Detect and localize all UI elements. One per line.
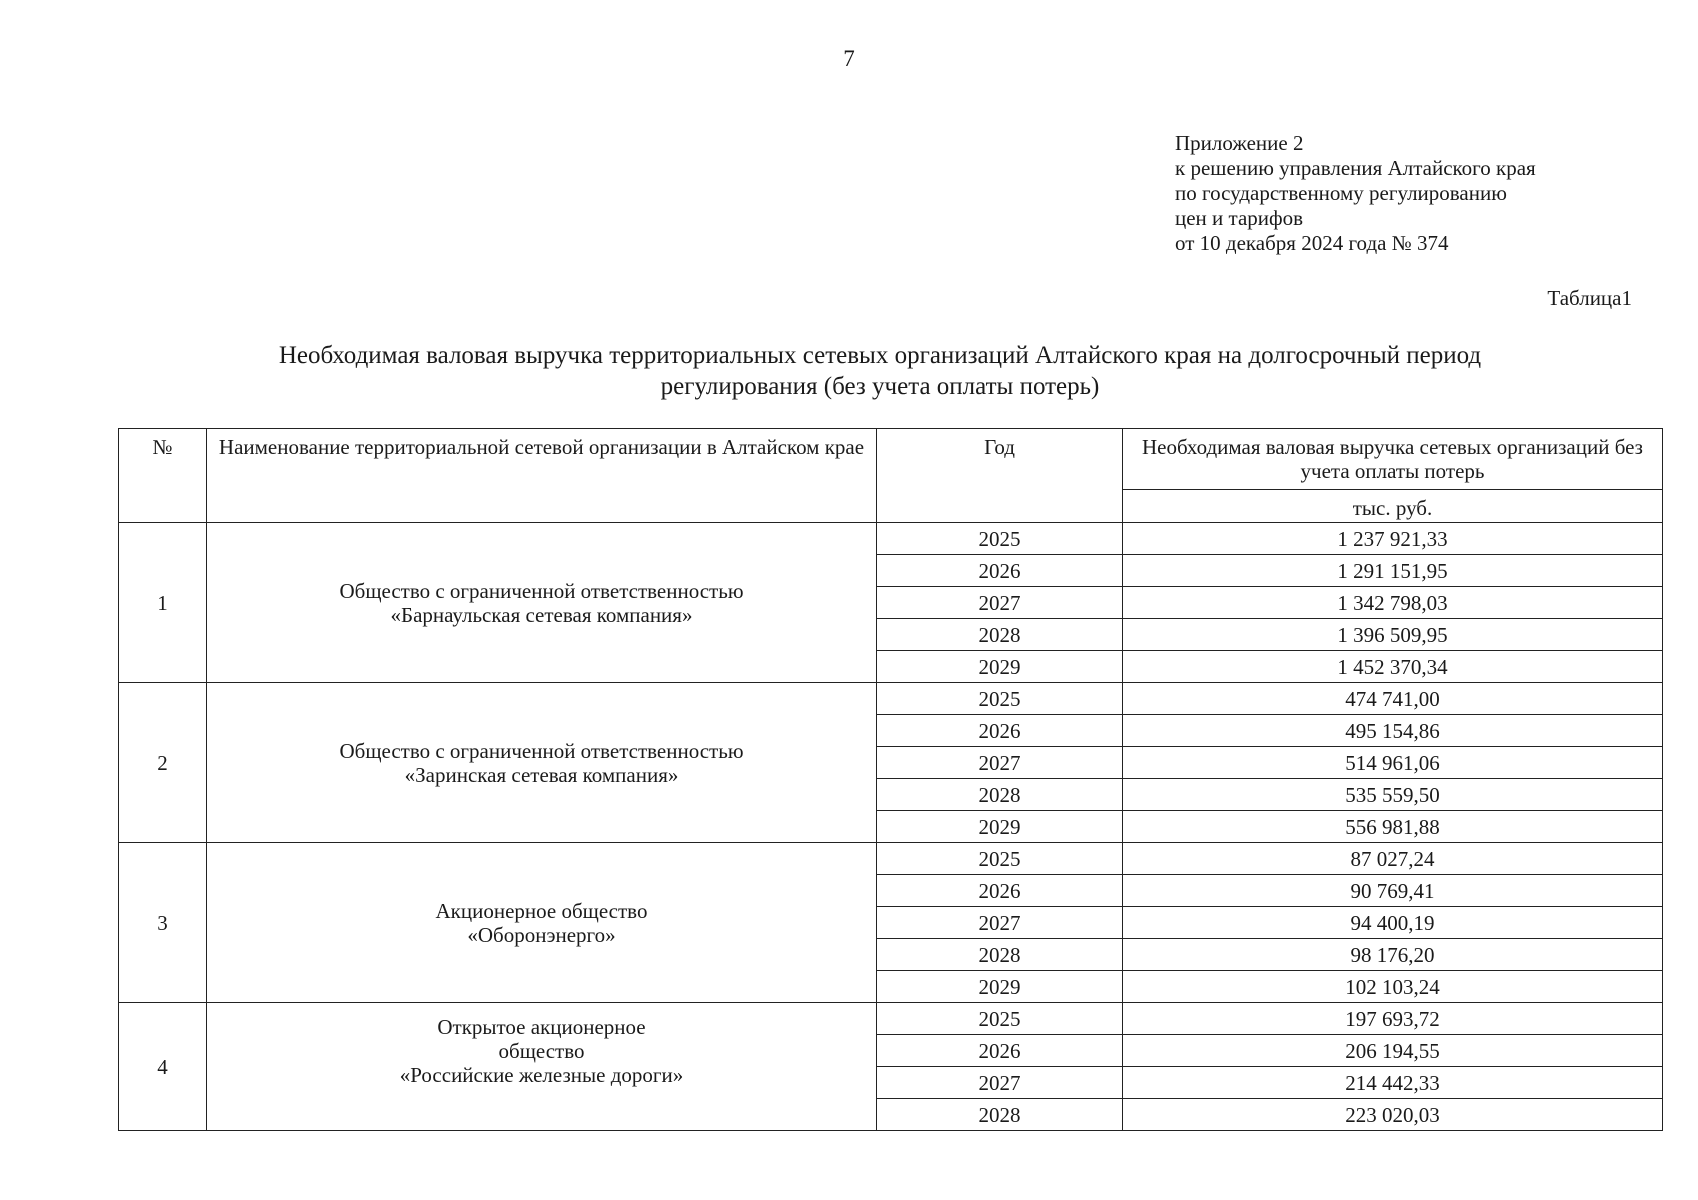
table-row bbox=[119, 1003, 1663, 1035]
year-cell: 2025 bbox=[877, 683, 1123, 715]
appendix-line: цен и тарифов bbox=[1175, 206, 1304, 230]
value-cell: 495 154,86 bbox=[1123, 715, 1663, 747]
page-number: 7 bbox=[843, 46, 855, 71]
org-name-line: «Барнаульская сетевая компания» bbox=[390, 602, 693, 627]
revenue-table bbox=[118, 428, 1663, 1131]
org-name-line: Общество с ограниченной ответственностью bbox=[339, 578, 744, 603]
year-cell: 2025 bbox=[877, 843, 1123, 875]
value-cell: 87 027,24 bbox=[1123, 843, 1663, 875]
year-cell: 2027 bbox=[877, 747, 1123, 779]
year-cell: 2028 bbox=[877, 939, 1123, 971]
header-year: Год bbox=[877, 429, 1123, 523]
value-cell: 214 442,33 bbox=[1123, 1067, 1663, 1099]
year-cell: 2029 bbox=[877, 811, 1123, 843]
year-cell: 2026 bbox=[877, 875, 1123, 907]
org-name-line: «Заринская сетевая компания» bbox=[404, 762, 679, 787]
table-row bbox=[119, 683, 1663, 715]
org-number: 2 bbox=[119, 683, 207, 843]
org-number: 3 bbox=[119, 843, 207, 1003]
value-cell: 98 176,20 bbox=[1123, 939, 1663, 971]
appendix-block bbox=[1175, 131, 1536, 256]
value-cell: 102 103,24 bbox=[1123, 971, 1663, 1003]
value-cell: 206 194,55 bbox=[1123, 1035, 1663, 1067]
year-cell: 2029 bbox=[877, 651, 1123, 683]
title-line: регулирования (без учета оплаты потерь) bbox=[660, 373, 1100, 400]
table-label: Таблица1 bbox=[1547, 286, 1632, 310]
value-cell: 1 291 151,95 bbox=[1123, 555, 1663, 587]
year-cell: 2025 bbox=[877, 523, 1123, 555]
value-cell: 1 452 370,34 bbox=[1123, 651, 1663, 683]
header-name: Наименование территориальной сетевой организации в Алтайском крае bbox=[207, 429, 877, 523]
year-cell: 2027 bbox=[877, 587, 1123, 619]
value-cell: 90 769,41 bbox=[1123, 875, 1663, 907]
table-header bbox=[119, 429, 1663, 523]
org-name-line: Открытое акционерное bbox=[437, 1014, 646, 1039]
appendix-line: от 10 декабря 2024 года № 374 bbox=[1175, 231, 1449, 255]
header-num: № bbox=[119, 429, 207, 523]
org-name bbox=[207, 683, 877, 843]
org-name-line: Общество с ограниченной ответственностью bbox=[339, 738, 744, 763]
value-cell: 1 342 798,03 bbox=[1123, 587, 1663, 619]
year-cell: 2028 bbox=[877, 1099, 1123, 1131]
table-row bbox=[119, 843, 1663, 875]
document-title bbox=[90, 340, 1670, 402]
value-cell: 474 741,00 bbox=[1123, 683, 1663, 715]
value-cell: 514 961,06 bbox=[1123, 747, 1663, 779]
year-cell: 2029 bbox=[877, 971, 1123, 1003]
year-cell: 2026 bbox=[877, 715, 1123, 747]
org-name bbox=[207, 843, 877, 1003]
year-cell: 2027 bbox=[877, 907, 1123, 939]
year-cell: 2026 bbox=[877, 555, 1123, 587]
org-name-line: «Российские железные дороги» bbox=[399, 1062, 684, 1087]
org-number: 4 bbox=[119, 1003, 207, 1131]
appendix-line: к решению управления Алтайского края bbox=[1175, 156, 1536, 180]
year-cell: 2025 bbox=[877, 1003, 1123, 1035]
org-name-line: «Оборонэнерго» bbox=[467, 922, 616, 947]
year-cell: 2027 bbox=[877, 1067, 1123, 1099]
org-name-line: общество bbox=[498, 1038, 585, 1063]
title-line: Необходимая валовая выручка территориальных сетевых организаций Алтайского края на долгосрочный период bbox=[278, 342, 1482, 369]
value-cell: 535 559,50 bbox=[1123, 779, 1663, 811]
value-cell: 1 237 921,33 bbox=[1123, 523, 1663, 555]
appendix-line: по государственному регулированию bbox=[1175, 181, 1507, 205]
year-cell: 2026 bbox=[877, 1035, 1123, 1067]
value-cell: 94 400,19 bbox=[1123, 907, 1663, 939]
table-body bbox=[119, 523, 1663, 1131]
org-name-line: Акционерное общество bbox=[435, 898, 648, 923]
org-name bbox=[207, 1003, 877, 1131]
value-cell: 1 396 509,95 bbox=[1123, 619, 1663, 651]
value-cell: 223 020,03 bbox=[1123, 1099, 1663, 1131]
header-units: тыс. руб. bbox=[1123, 490, 1663, 523]
value-cell: 197 693,72 bbox=[1123, 1003, 1663, 1035]
year-cell: 2028 bbox=[877, 779, 1123, 811]
value-cell: 556 981,88 bbox=[1123, 811, 1663, 843]
table-row bbox=[119, 523, 1663, 555]
year-cell: 2028 bbox=[877, 619, 1123, 651]
org-number: 1 bbox=[119, 523, 207, 683]
header-value: Необходимая валовая выручка сетевых организаций без учета оплаты потерь bbox=[1123, 429, 1663, 490]
appendix-line: Приложение 2 bbox=[1175, 131, 1304, 155]
org-name bbox=[207, 523, 877, 683]
